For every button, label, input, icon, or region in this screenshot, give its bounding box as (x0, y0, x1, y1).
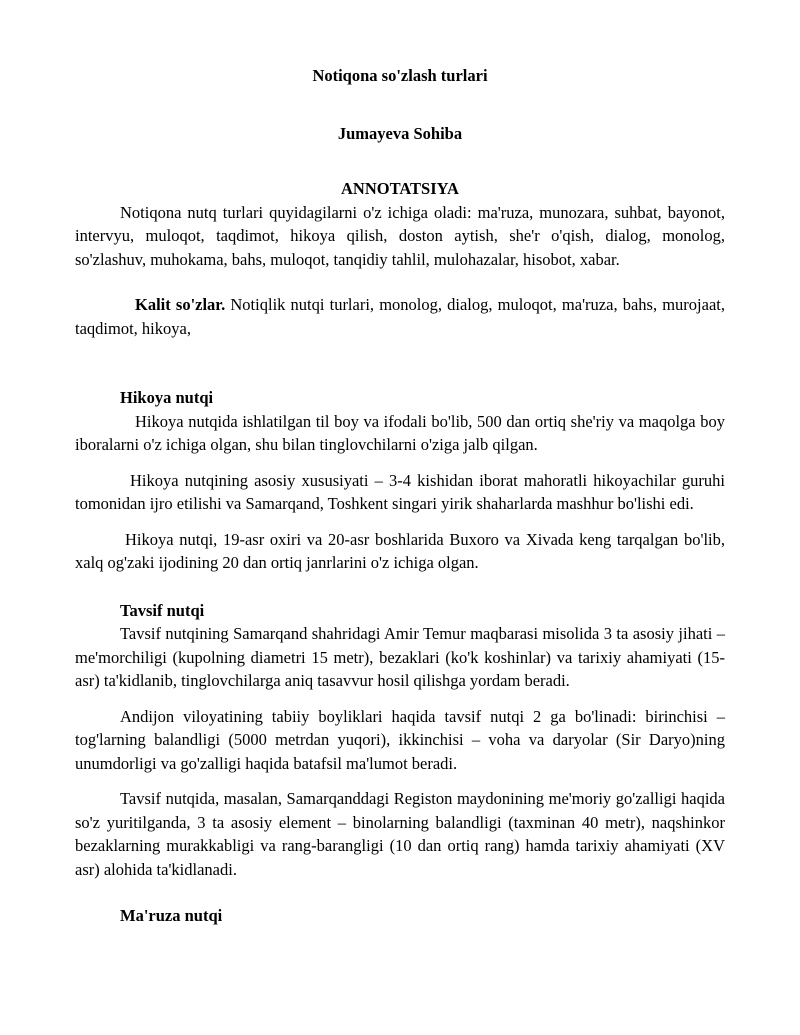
paragraph: Hikoya nutqining asosiy xususiyati – 3-4 kishidan iborat mahoratli hikoyachilar guruhi tomonidan ijro etilishi va Samarqand, Toshkent singari yirik shaharlarda mashhur bo'lishi edi. (75, 470, 725, 513)
keywords-text: Notiqlik nutqi turlari, monolog, dialog, muloqot, ma'ruza, bahs, murojaat, taqdimot, hikoya, (75, 295, 725, 338)
paragraph: Tavsif nutqida, masalan, Samarqanddagi Registon maydonining me'moriy go'zalligi haqida so'z yuritilganda, 3 ta asosiy element – binolarning balandligi (taxminan 40 metr), naqshinkor bezaklarning murakkabligi va rang-barangligi (10 dan ortiq rang) hamda tarixiy ahamiyati (XV asr) alohida ta'kidlanadi. (75, 789, 725, 879)
paragraph: Hikoya nutqi, 19-asr oxiri va 20-asr boshlarida Buxoro va Xivada keng tarqalgan bo'lib, xalq og'zaki ijodining 20 dan ortiq janrlarini o'z ichiga olgan. (75, 529, 725, 572)
paragraph: Andijon viloyatining tabiiy boyliklari haqida tavsif nutqi 2 ga bo'linadi: birinchisi – tog'larning balandligi (5000 metrdan yuqori), ikkinchisi – voha va daryolar (Sir Daryo)ning unumdorligi va go'zalligi haqida batafsil ma'lumot beradi. (75, 706, 725, 773)
paragraph: Hikoya nutqida ishlatilgan til boy va ifodali bo'lib, 500 dan ortiq she'riy va maqolga boy iboralarni o'z ichiga olgan, shu bilan tinglovchilarni o'ziga jalb qilgan. (75, 411, 725, 454)
section-heading-tavsif: Tavsif nutqi (120, 600, 205, 620)
annotation-heading: ANNOTATSIYA (341, 179, 459, 198)
document-title: Notiqona so'zlash turlari (312, 66, 488, 85)
keywords-label: Kalit so'zlar. (135, 295, 226, 314)
paragraph: Tavsif nutqining Samarqand shahridagi Amir Temur maqbarasi misolida 3 ta asosiy jihati – me'morchiligi (kupolning diametri 15 metr), bezaklari (ko'k koshinlar) va tarixiy ahamiyati (15-asr) ta'kidlanib, tinglovchilarga aniq tasavvur hosil qilishga yordam beradi. (75, 624, 725, 690)
document-author: Jumayeva Sohiba (337, 123, 463, 143)
keywords-paragraph (75, 293, 725, 340)
section-heading-hikoya: Hikoya nutqi (120, 388, 214, 407)
section-heading-maruza: Ma'ruza nutqi (120, 906, 223, 925)
annotation-paragraph: Notiqona nutq turlari quyidagilarni o'z ichiga oladi: ma'ruza, munozara, suhbat, bayonot, intervyu, muloqot, taqdimot, hikoya qilish, doston aytish, she'r o'qish, dialog, monolog, so'zlashuv, muhokama, bahs, muloqot, tanqidiy tahlil, mulohazalar, hisobot, xabar. (75, 202, 725, 269)
